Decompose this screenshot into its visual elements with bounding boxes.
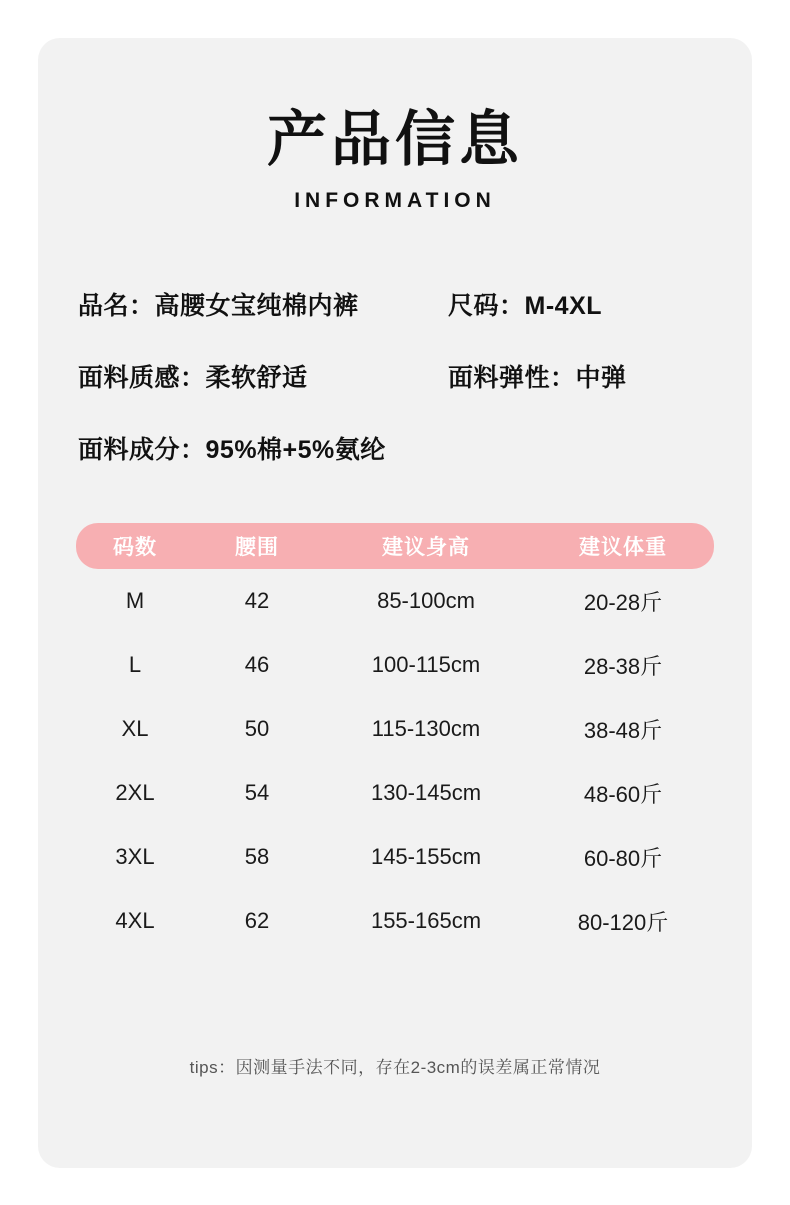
- cell-size: 3XL: [115, 844, 155, 869]
- cell-size: M: [125, 588, 145, 613]
- cell-weight: 60-80斤: [583, 845, 663, 871]
- cell-waist: 46: [244, 652, 270, 677]
- table-row: [76, 889, 714, 953]
- column-header-height: 建议身高: [382, 536, 470, 559]
- cell-weight: 48-60斤: [583, 781, 663, 807]
- spec-label: 面料成分：: [78, 436, 206, 464]
- cell-size: L: [128, 652, 142, 677]
- cell-height: 115-130cm: [371, 716, 481, 741]
- cell-height: 100-115cm: [371, 652, 481, 677]
- cell-waist: 58: [244, 844, 270, 869]
- spec-product-name: [78, 286, 448, 322]
- info-card: [38, 38, 752, 1168]
- size-table-header: [76, 523, 714, 569]
- cell-waist: 42: [244, 588, 270, 613]
- spec-value: 95%棉+5%氨纶: [205, 436, 386, 464]
- cell-weight: 20-28斤: [583, 589, 663, 615]
- spec-label: 面料弹性：: [448, 364, 576, 392]
- page-subtitle: INFORMATION: [294, 189, 496, 212]
- cell-size: XL: [121, 716, 149, 741]
- spec-label: 尺码：: [448, 292, 525, 320]
- measurement-tips: tips：因测量手法不同，存在2-3cm的误差属正常情况: [189, 1058, 601, 1077]
- table-row: [76, 825, 714, 889]
- cell-waist: 50: [244, 716, 270, 741]
- column-header-size: 码数: [113, 536, 157, 559]
- spec-value: 高腰女宝纯棉内裤: [154, 292, 359, 320]
- title-block: [38, 108, 752, 213]
- size-table: [76, 523, 714, 953]
- cell-weight: 28-38斤: [583, 653, 663, 679]
- table-row: [76, 697, 714, 761]
- spec-row: [78, 358, 712, 394]
- cell-weight: 80-120斤: [577, 909, 669, 935]
- spec-fabric-elasticity: [448, 358, 627, 394]
- spec-row: [78, 430, 712, 466]
- cell-size: 4XL: [115, 908, 155, 933]
- cell-height: 130-145cm: [370, 780, 482, 805]
- cell-waist: 62: [244, 908, 270, 933]
- spec-value: M-4XL: [524, 292, 603, 320]
- spec-label: 面料质感：: [78, 364, 206, 392]
- table-row: [76, 633, 714, 697]
- cell-height: 85-100cm: [377, 588, 475, 613]
- page-title: 产品信息: [267, 106, 523, 173]
- spec-label: 品名：: [78, 292, 155, 320]
- spec-fabric-composition: [78, 430, 448, 466]
- spec-value: 柔软舒适: [205, 364, 308, 392]
- column-header-waist: 腰围: [235, 536, 279, 559]
- spec-size-range: [448, 286, 602, 322]
- cell-height: 155-165cm: [370, 908, 482, 933]
- spec-value: 中弹: [575, 364, 627, 392]
- cell-weight: 38-48斤: [583, 717, 663, 743]
- cell-waist: 54: [244, 780, 270, 805]
- spec-fabric-feel: [78, 358, 448, 394]
- spec-row: [78, 286, 712, 322]
- cell-size: 2XL: [115, 780, 155, 805]
- table-row: [76, 761, 714, 825]
- table-row: [76, 569, 714, 633]
- column-header-weight: 建议体重: [579, 536, 667, 559]
- cell-height: 145-155cm: [370, 844, 482, 869]
- spec-list: [78, 286, 712, 502]
